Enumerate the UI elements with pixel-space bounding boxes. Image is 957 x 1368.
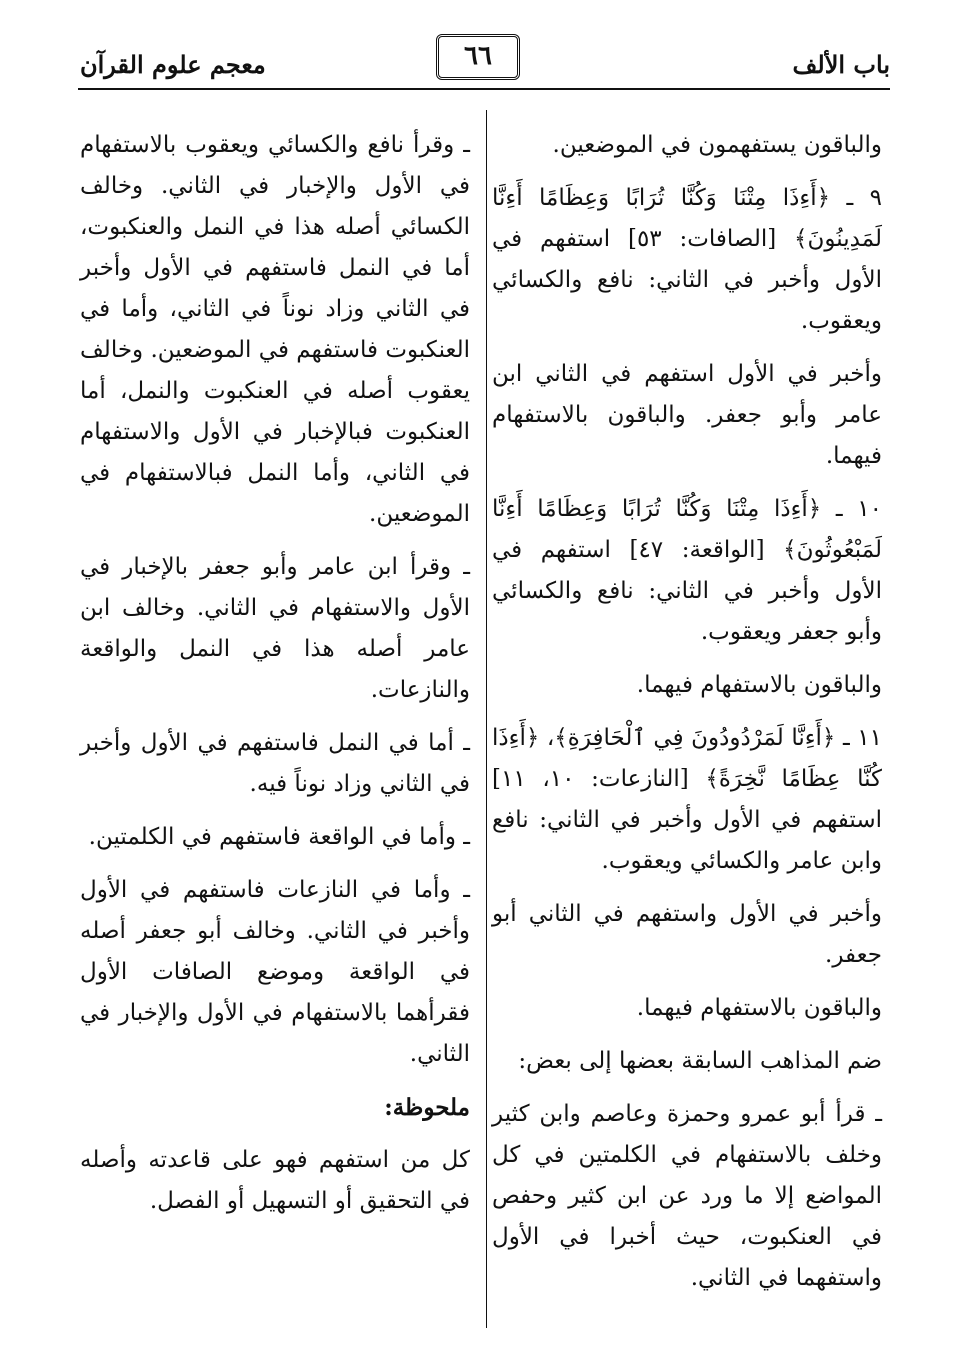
- paragraph: ـ وأما في الواقعة فاستفهم في الكلمتين.: [88, 824, 470, 850]
- right-column: [492, 125, 882, 1311]
- page-number: ٦٦: [436, 34, 520, 80]
- paragraph: والباقون بالاستفهام فيهما.: [636, 995, 882, 1021]
- paragraph: ضم المذاهب السابقة بعضها إلى بعض:: [518, 1048, 882, 1074]
- column-divider: [486, 110, 487, 1328]
- paragraph: وأخبر في الأول استفهم في الثاني ابن عامر وأبو جعفر. والباقون بالاستفهام فيهما.: [492, 361, 882, 469]
- paragraph: والباقون بالاستفهام فيهما.: [636, 672, 882, 698]
- paragraph: ـ وقرأ نافع والكسائي ويعقوب بالاستفهام في الأول والإخبار في الثاني. وخالف الكسائي أصله هذا في النمل والعنكبوت، أما في النمل فاستفهم في الأول وأخبر في الثاني وزاد نوناً في الثاني، وأما في العنكبوت فاستفهم في الموضعين. وخالف يعقوب أصله في العنكبوت والنمل، أما العنكبوت فبالإخبار في الأول والاستفهام في الثاني، وأما النمل فبالاستفهام في الموضعين.: [80, 132, 470, 527]
- page-header: [70, 28, 890, 88]
- paragraph: ـ أما في النمل فاستفهم في الأول وأخبر في الثاني وزاد نوناً فيه.: [80, 730, 470, 797]
- paragraph: ١٠ ـ ﴿أَءِذَا مِتْنَا وَكُنَّا تُرَابًا وَعِظَامًا أَءِنَّا لَمَبْعُوثُونَ﴾ [الواقعة: ٤٧] استفهم في الأول وأخبر في الثاني: نافع والكسائي وأبو جعفر ويعقوب.: [492, 496, 882, 645]
- header-rule: [78, 88, 890, 90]
- paragraph: ٩ ـ ﴿أَءِذَا مِتْنَا وَكُنَّا تُرَابًا وَعِظَامًا أَءِنَّا لَمَدِينُونَ﴾ [الصافات: ٥٣] استفهم في الأول وأخبر في الثاني: نافع والكسائي ويعقوب.: [492, 185, 882, 334]
- book-title: معجم علوم القرآن: [80, 50, 266, 79]
- paragraph: ـ قرأ أبو عمرو وحمزة وعاصم وابن كثير وخلف بالاستفهام في الكلمتين في كل المواضع إلا ما ورد عن ابن كثير وحفص في العنكبوت، حيث أخبرا في الأول واستفهما في الثاني.: [492, 1101, 882, 1291]
- paragraph: ١١ ـ ﴿أَءِنَّا لَمَرْدُودُونَ فِي ٱلْحَافِرَةِ﴾، ﴿أَءِذَا كُنَّا عِظَامًا نَّخِرَةً﴾ [النازعات: ١٠، ١١] استفهم في الأول وأخبر في الثاني: نافع وابن عامر والكسائي ويعقوب.: [492, 725, 883, 874]
- paragraph: والباقون يستفهمون في الموضعين.: [552, 132, 882, 158]
- left-column: [80, 125, 470, 1234]
- section-title: باب الألف: [792, 50, 890, 79]
- paragraph: وأخبر في الأول واستفهم في الثاني أبو جعفر.: [492, 901, 882, 968]
- paragraph: ـ وأما في النازعات فاستفهم في الأول وأخبر في الثاني. وخالف أبو جعفر أصله في الواقعة وموضع الصافات الأول فقرأهما بالاستفهام في الأول والإخبار في الثاني.: [80, 877, 470, 1067]
- note-text: كل من استفهم فهو على قاعدته وأصله في التحقيق أو التسهيل أو الفصل.: [80, 1147, 470, 1214]
- paragraph: ـ وقرأ ابن عامر وأبو جعفر بالإخبار في الأول والاستفهام في الثاني. وخالف ابن عامر أصله هذا في النمل والواقعة والنازعات.: [80, 554, 470, 703]
- note-label: ملحوظة:: [384, 1094, 470, 1121]
